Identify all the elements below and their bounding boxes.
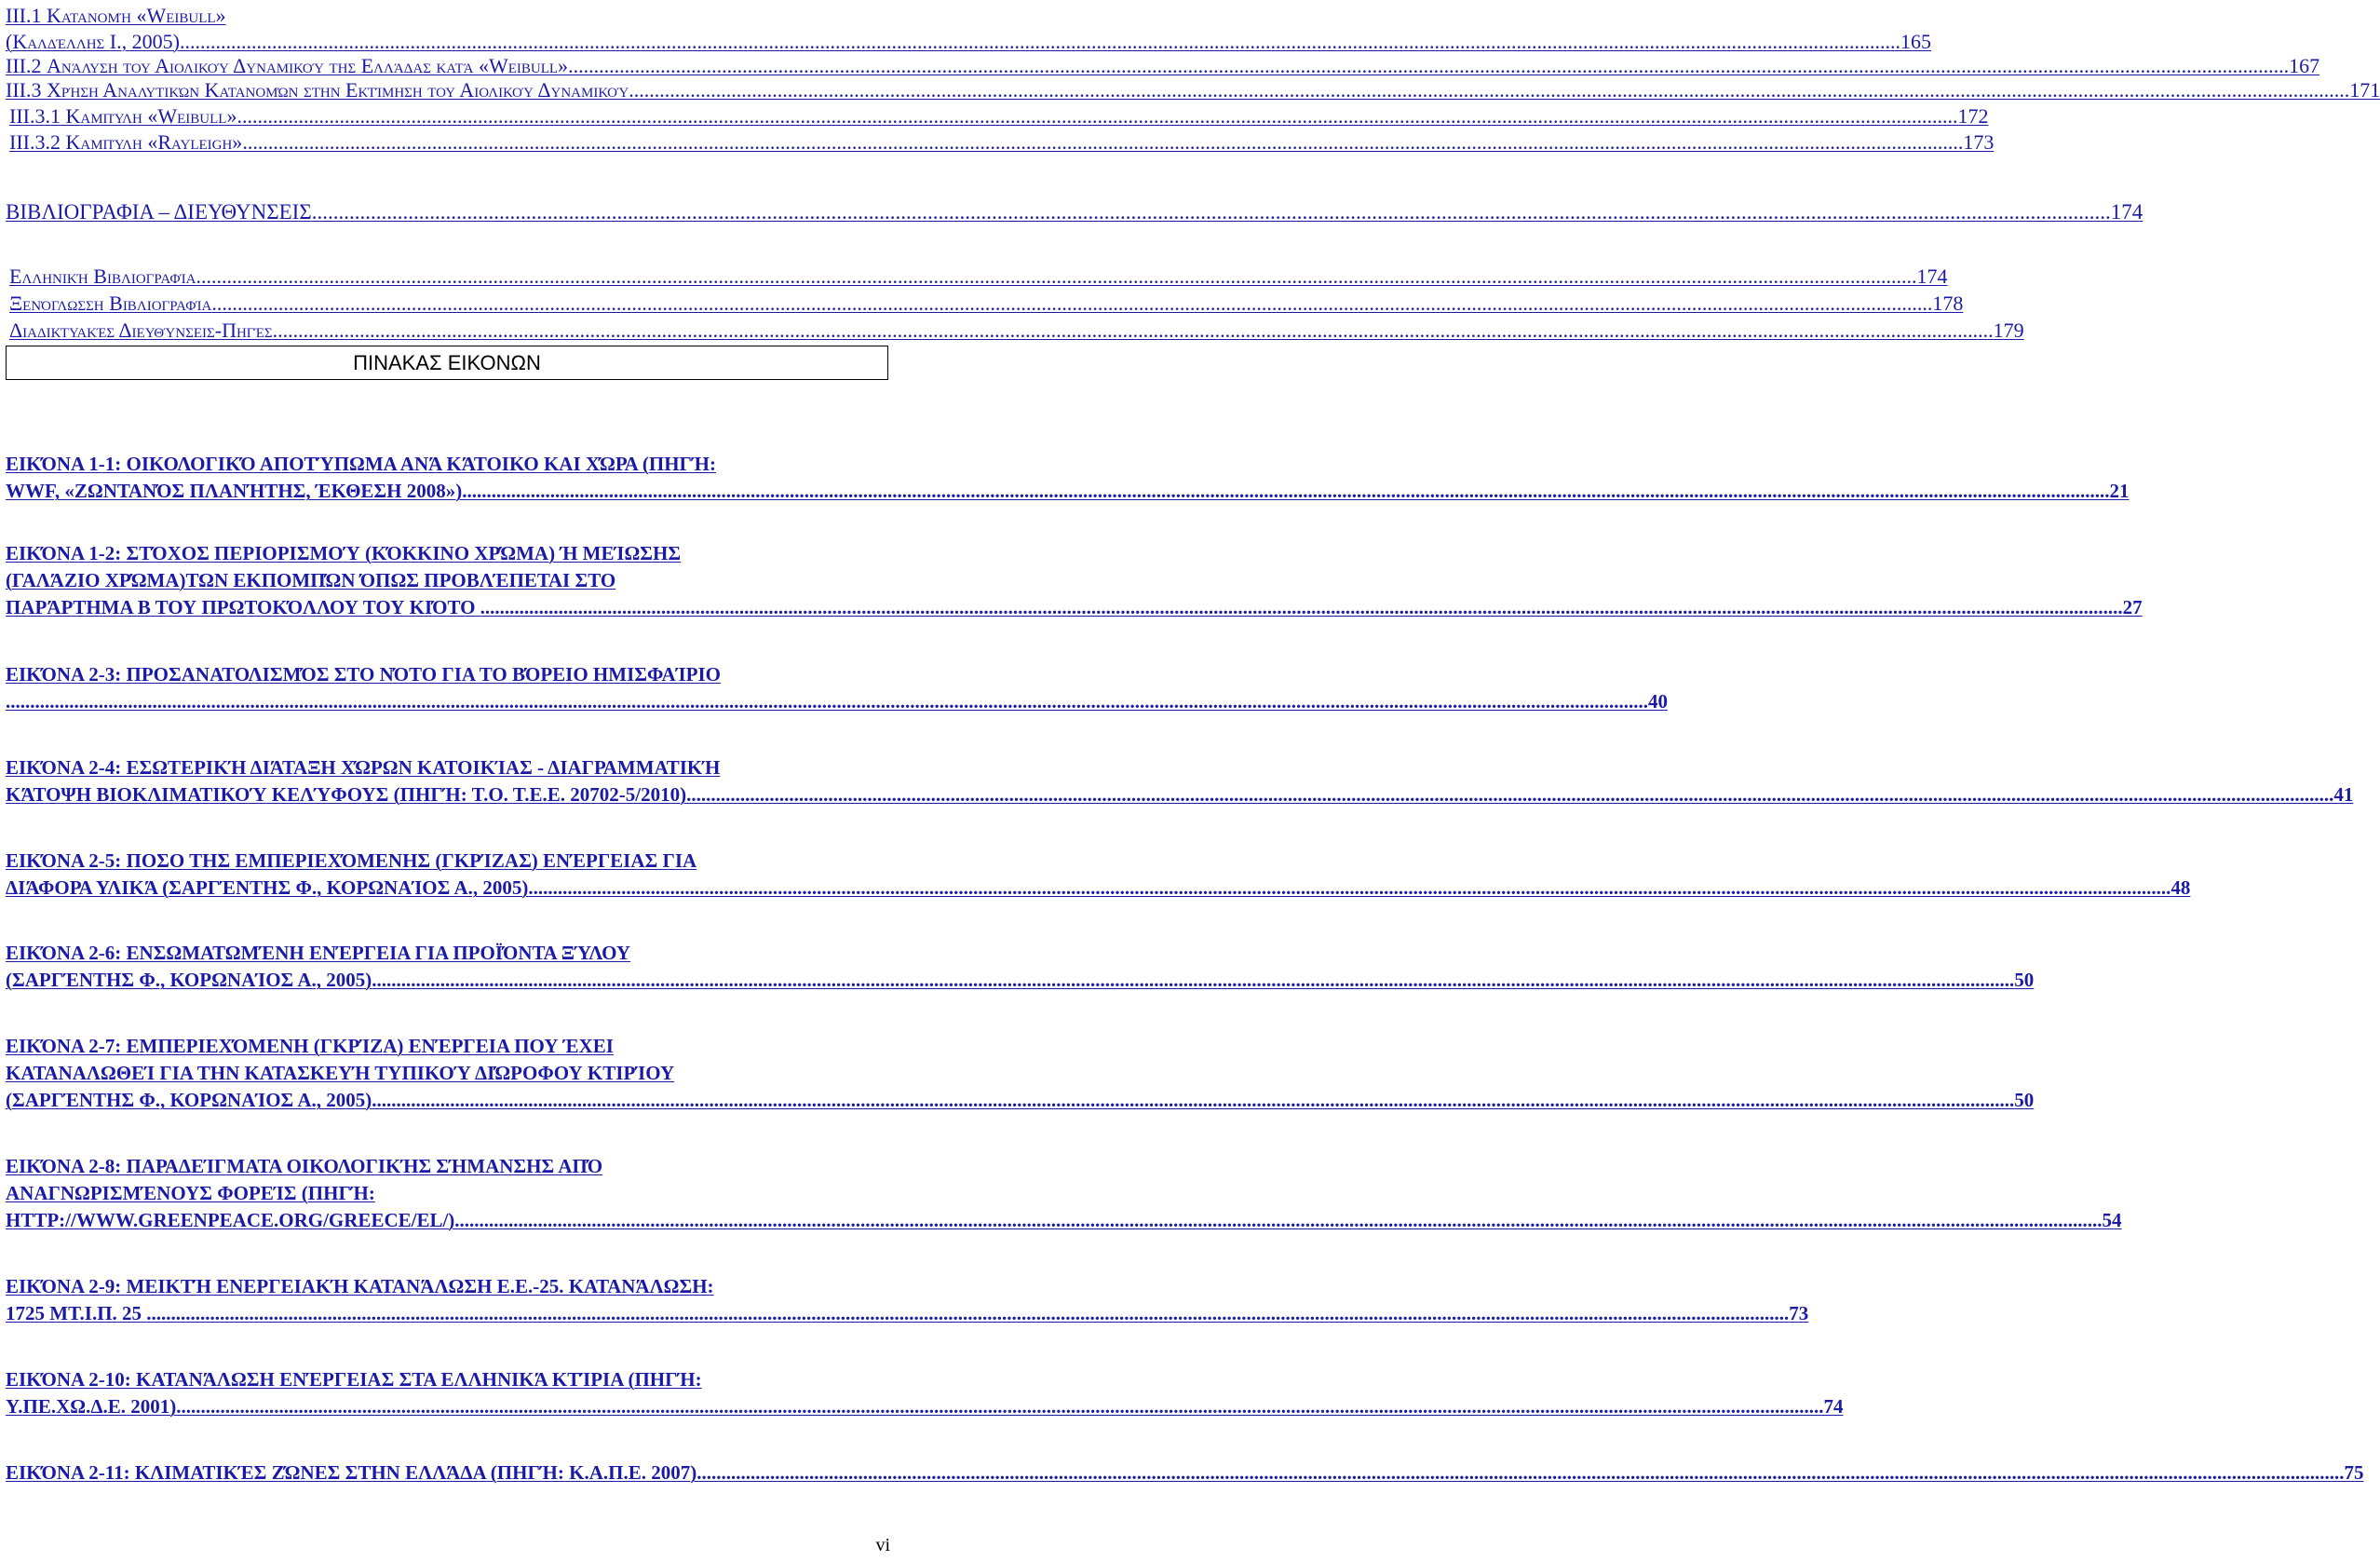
figure-entry-line: ΕΙΚΌΝΑ 1-1: ΟΙΚΟΛΟΓΙΚΌ ΑΠΟΤΎΠΩΜΑ ΑΝΆ ΚΆΤΟΙΚΟ ΚΑΙ ΧΏΡΑ (ΠΗΓΉ: (6, 453, 716, 475)
figure-entry-line: ΑΝΑΓΝΩΡΙΣΜΈΝΟΥΣ ΦΟΡΕΊΣ (ΠΗΓΉ: (6, 1182, 375, 1204)
toc-entry-title: III.3.1 Καμπύλη «Weibull» (9, 104, 237, 128)
toc-entry-greek-bibliography[interactable] (9, 265, 1948, 289)
figure-entry-2-9[interactable] (6, 1273, 1809, 1327)
toc-entry-weibull-curve[interactable] (9, 104, 1989, 129)
toc-entry-wind-potential-analysis[interactable] (6, 54, 2320, 78)
leader-dots (237, 104, 1957, 129)
toc-entry-page: 165 (1900, 30, 1931, 53)
figure-entry-2-3[interactable] (6, 661, 1668, 715)
figure-entry-last-line: 1725 ΜΤ.Ι.Π. 25 ..... 73 (6, 1300, 890, 1327)
toc-entry-page: 167 (2289, 54, 2320, 77)
figure-entry-last-line: (ΣΑΡΓΈΝΤΗΣ Φ., ΚΟΡΩΝΑΊΟΣ Α., 2005) ..... 50 (6, 967, 890, 994)
figure-entry-line: ΚΑΤΑΝΑΛΩΘΕΊ ΓΙΑ ΤΗΝ ΚΑΤΑΣΚΕΥΉ ΤΥΠΙΚΟΎ ΔΙΏΡΟΦΟΥ ΚΤΙΡΊΟΥ (6, 1062, 675, 1084)
figure-entry-2-5[interactable] (6, 848, 2191, 902)
leader-dots (180, 30, 1900, 54)
toc-entry-title: (Καλδέλλης Ι., 2005) (6, 30, 180, 53)
toc-entry-page: 179 (1993, 319, 2024, 342)
toc-entry-analytical-distributions[interactable] (6, 78, 2380, 102)
figure-entry-line: ΕΙΚΌΝΑ 2-7: ΕΜΠΕΡΙΕΧΌΜΕΝΗ (ΓΚΡΊΖΑ) ΕΝΈΡΓΕΙΑ ΠΟΥ ΈΧΕΙ (6, 1035, 614, 1057)
figure-entry-last-line: WWF, «ΖΩΝΤΑΝΌΣ ΠΛΑΝΉΤΗΣ, ΈΚΘΕΣΗ 2008»). ..... 21 (6, 478, 890, 505)
toc-entry-title: Ξενόγλωσση Βιβλιογραφία (9, 292, 212, 315)
figure-entry-2-7[interactable] (6, 1033, 2035, 1114)
figure-entry-line: ΕΙΚΌΝΑ 2-9: ΜΕΙΚΤΉ ΕΝΕΡΓΕΙΑΚΉ ΚΑΤΑΝΆΛΩΣΗ Ε.Ε.-25. ΚΑΤΑΝΆΛΩΣΗ: (6, 1275, 714, 1297)
toc-entry-page: 178 (1932, 292, 1964, 315)
toc-entry-page: 173 (1963, 130, 1995, 154)
figure-entry-last-line: ΔΙΆΦΟΡΑ ΥΛΙΚΆ (ΣΑΡΓΈΝΤΗΣ Φ., ΚΟΡΩΝΑΊΟΣ Α., 2005) ..... 48 (6, 875, 890, 902)
toc-entry-title: ΒΙΒΛΙΟΓΡΑΦΙΑ – ΔΙΕΥΘΥΝΣΕΙΣ (6, 200, 312, 224)
leader-dots (196, 265, 1917, 289)
leader-dots (242, 130, 1963, 155)
figure-entry-2-8[interactable] (6, 1153, 2122, 1234)
toc-entry-page: 174 (1916, 265, 1948, 288)
figure-entry-1-1[interactable] (6, 451, 2130, 505)
figure-entry-line: ΕΙΚΌΝΑ 2-10: ΚΑΤΑΝΆΛΩΣΗ ΕΝΈΡΓΕΙΑΣ ΣΤΑ ΕΛΛΗΝΙΚΆ ΚΤΊΡΙΑ (ΠΗΓΉ: (6, 1368, 702, 1391)
toc-entry-title: III.2 Ανάλυση του Αιολικού Δυναμικού της Ελλάδας κατά «Weibull» (6, 54, 569, 77)
list-of-figures-heading: ΠΙΝΑΚΑΣ ΕΙΚΟΝΩΝ (6, 346, 888, 380)
figure-entry-last-line: HTTP://WWW.GREENPEACE.ORG/GREECE/EL/). ..... 54 (6, 1207, 890, 1234)
toc-entry-weibull-distribution[interactable] (6, 4, 257, 28)
figure-entry-line: ΕΙΚΌΝΑ 2-3: ΠΡΟΣΑΝΑΤΟΛΙΣΜΌΣ ΣΤΟ ΝΌΤΟ ΓΙΑ ΤΟ ΒΌΡΕΙΟ ΗΜΙΣΦΑΊΡΙΟ (6, 663, 722, 685)
leader-dots (568, 54, 2289, 78)
toc-entry-kaldellis[interactable] (6, 30, 1931, 54)
toc-entry-bibliography[interactable] (6, 200, 2143, 224)
leader-dots (312, 200, 2111, 224)
toc-entry-foreign-bibliography[interactable] (9, 292, 1964, 316)
figure-entry-line: ΕΙΚΌΝΑ 2-4: ΕΣΩΤΕΡΙΚΉ ΔΙΆΤΑΞΗ ΧΏΡΩΝ ΚΑΤΟΙΚΊΑΣ - ΔΙΑΓΡΑΜΜΑΤΙΚΉ (6, 756, 721, 779)
figure-entry-last-line: Υ.ΠΕ.ΧΩ.Δ.Ε. 2001). ..... 74 (6, 1393, 890, 1420)
toc-entry-title: Διαδικτυακές Διευθύνσεις-Πηγές (9, 319, 273, 342)
page-number: vi (875, 1535, 890, 1555)
figure-entry-1-2[interactable] (6, 540, 2143, 621)
leader-dots (273, 319, 1994, 343)
figure-entry-last-line: .....40 (6, 688, 890, 715)
figure-entry-line: ΕΙΚΌΝΑ 2-6: ΕΝΣΩΜΑΤΩΜΈΝΗ ΕΝΈΡΓΕΙΑ ΓΙΑ ΠΡΟΪΌΝΤΑ ΞΎΛΟΥ (6, 942, 631, 964)
toc-entry-page: 174 (2110, 200, 2143, 224)
toc-entry-page: 172 (1957, 104, 1989, 128)
figure-entry-last-line: ΚΆΤΟΨΗ ΒΙΟΚΛΙΜΑΤΙΚΟΎ ΚΕΛΎΦΟΥΣ (ΠΗΓΉ: Τ.Ο. Τ.Ε.Ε. 20702-5/2010). ..... 41 (6, 781, 890, 808)
figure-entry-line: ΕΙΚΌΝΑ 2-8: ΠΑΡΑΔΕΊΓΜΑΤΑ ΟΙΚΟΛΟΓΙΚΉΣ ΣΉΜΑΝΣΗΣ ΑΠΌ (6, 1155, 603, 1177)
leader-dots (211, 292, 1932, 316)
toc-entry-title: III.3 Χρήση Αναλυτικών Κατανομών στην Εκτίμηση του Αιολικού Δυναμικού (6, 78, 629, 102)
figure-entry-2-11[interactable] (6, 1459, 2364, 1486)
toc-entry-web-sources[interactable] (9, 319, 2024, 343)
figure-entry-last-line: (ΣΑΡΓΈΝΤΗΣ Φ., ΚΟΡΩΝΑΊΟΣ Α., 2005) ..... 50 (6, 1087, 890, 1114)
figure-entry-line: ΕΙΚΌΝΑ 1-2: ΣΤΌΧΟΣ ΠΕΡΙΟΡΙΣΜΟΎ (ΚΌΚΚΙΝΟ ΧΡΏΜΑ) Ή ΜΕΊΩΣΗΣ (6, 542, 682, 564)
leader-dots (629, 78, 2349, 102)
toc-entry-title: Ελληνική Βιβλιογραφία (9, 265, 196, 288)
figure-entry-line: ΕΙΚΌΝΑ 2-5: ΠΟΣΟ ΤΗΣ ΕΜΠΕΡΙΕΧΌΜΕΝΗΣ (ΓΚΡΊΖΑΣ) ΕΝΈΡΓΕΙΑΣ ΓΙΑ (6, 849, 697, 872)
figure-entry-2-4[interactable] (6, 754, 2354, 808)
figure-entry-2-6[interactable] (6, 940, 2035, 994)
figure-entry-last-line: ΕΙΚΌΝΑ 2-11: ΚΛΙΜΑΤΙΚΈΣ ΖΏΝΕΣ ΣΤΗΝ ΕΛΛΆΔΑ (ΠΗΓΉ: Κ.Α.Π.Ε. 2007). ..... 75 (6, 1459, 890, 1486)
toc-entry-page: 171 (2349, 78, 2380, 102)
toc-entry-title: III.1 Κατανομή «Weibull» (6, 4, 226, 27)
figure-entry-2-10[interactable] (6, 1366, 1844, 1420)
toc-entry-title: III.3.2 Καμπύλη «Rayleigh» (9, 130, 243, 154)
toc-entry-rayleigh-curve[interactable] (9, 130, 1995, 155)
figure-entry-last-line: ΠΑΡΆΡΤΗΜΑ Β ΤΟΥ ΠΡΩΤΟΚΌΛΛΟΥ ΤΟΥ ΚΙΌΤΟ ..... 27 (6, 594, 890, 621)
figure-entry-line: (ΓΑΛΆΖΙΟ ΧΡΏΜΑ)ΤΩΝ ΕΚΠΟΜΠΏΝ ΌΠΩΣ ΠΡΟΒΛΈΠΕΤΑΙ ΣΤΟ (6, 569, 616, 591)
